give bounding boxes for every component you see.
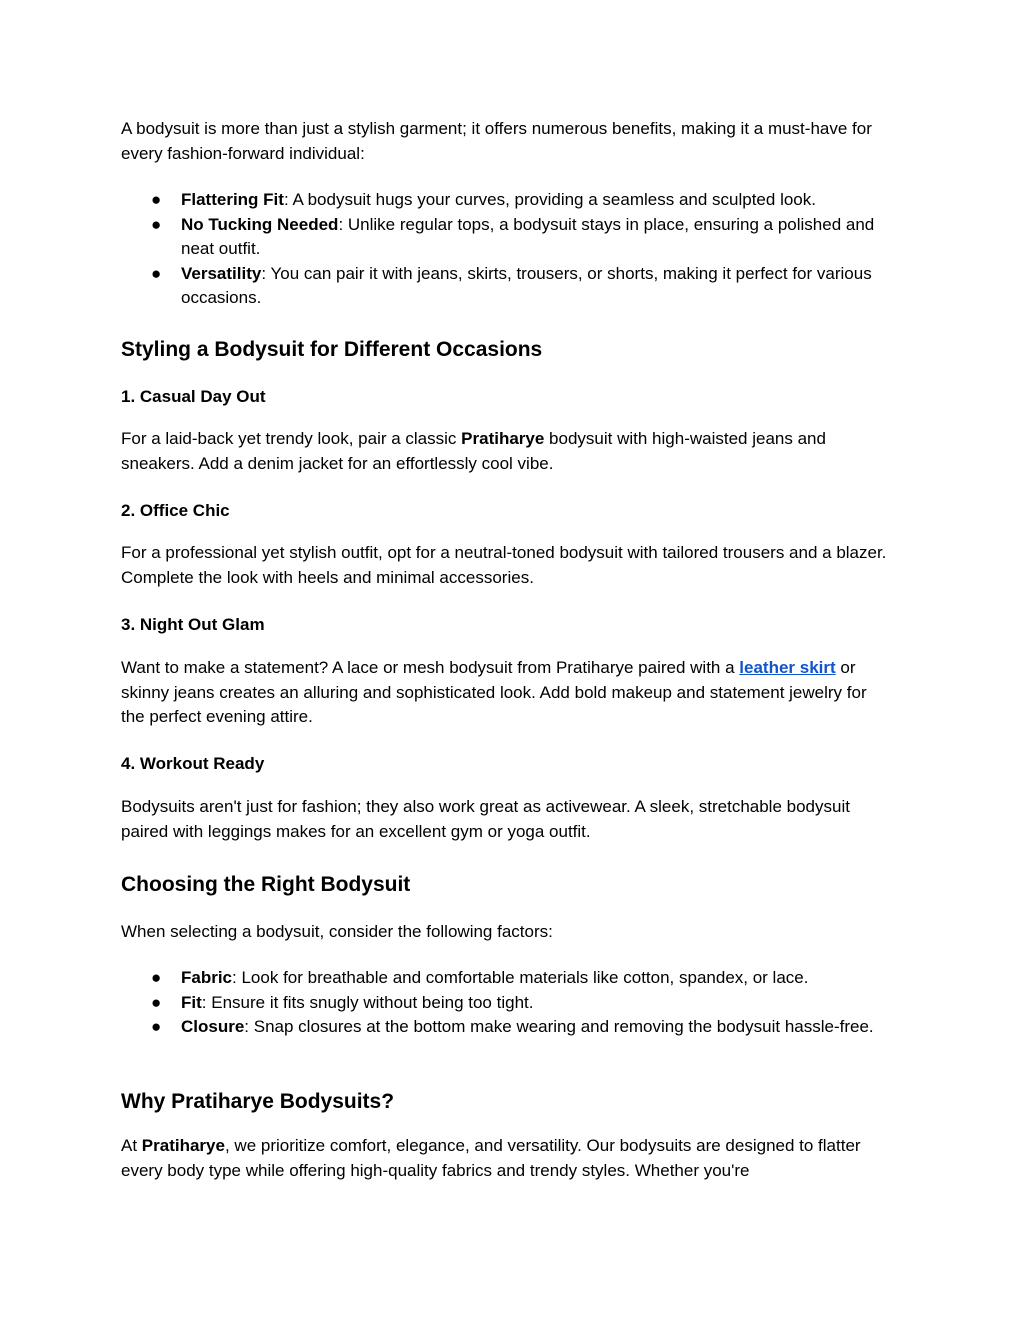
benefit-desc: : You can pair it with jeans, skirts, trousers, or shorts, making it perfect for various occasions. [181,263,872,307]
section-text-pre: Want to make a statement? A lace or mesh bodysuit from Pratiharye paired with a [121,658,740,677]
why-heading: Why Pratiharye Bodysuits? [121,1090,395,1113]
choosing-intro-text: When selecting a bodysuit, consider the following factors: [121,922,553,941]
benefit-desc: : Unlike regular tops, a bodysuit stays in place, ensuring a polished and neat outfit. [181,214,875,258]
section-text-post: bodysuit with high-waisted jeans and sneakers. Add a denim jacket for an effortlessly cool vibe. [121,429,826,473]
list-item [121,991,891,1016]
benefit-term: Flattering Fit [181,190,284,209]
bullet-icon: ● [151,263,162,283]
section-title-night: 3. Night Out Glam [121,615,265,634]
section-text-workout [121,795,891,844]
why-text-pre: At [121,1136,142,1155]
brand-name: Pratiharye [141,1136,225,1155]
factor-term: Closure [181,1017,245,1036]
bullet-icon: ● [151,214,162,234]
benefit-term: No Tucking Needed [181,214,339,234]
section-text-office [121,541,891,590]
section-title-workout: 4. Workout Ready [121,754,265,773]
leather-skirt-link[interactable]: leather skirt [739,658,836,677]
list-item [121,188,891,213]
list-item [121,1015,891,1040]
factor-desc: : Ensure it fits snugly without being too tight. [201,992,534,1012]
benefit-desc: : A bodysuit hugs your curves, providing a seamless and sculpted look. [283,190,816,209]
bullet-icon: ● [151,992,162,1012]
brand-name: Pratiharye [461,429,545,448]
benefit-term: Versatility [181,263,262,283]
intro-text: A bodysuit is more than just a stylish garment; it offers numerous benefits, making it a must-have for every fashion-forward individual: [121,119,872,163]
section-text-post: or skinny jeans creates an alluring and sophisticated look. Add bold makeup and statement jewelry for the perfect evening attire. [121,658,867,726]
choosing-heading: Choosing the Right Bodysuit [121,873,411,896]
benefits-list [121,188,891,311]
choosing-intro [121,920,891,945]
factor-term: Fabric [181,968,233,987]
section-title-casual: 1. Casual Day Out [121,387,266,406]
section-text: Bodysuits aren't just for fashion; they also work great as activewear. A sleek, stretchable bodysuit paired with leggings makes for an excellent gym or yoga outfit. [121,797,850,841]
factors-list [121,966,891,1040]
section-title-office: 2. Office Chic [121,501,230,520]
intro-paragraph [121,117,891,166]
section-text: For a professional yet stylish outfit, opt for a neutral-toned bodysuit with tailored trousers and a blazer. Complete the look with heels and minimal accessories. [121,543,887,587]
why-text-post: , we prioritize comfort, elegance, and versatility. Our bodysuits are designed to flatter every body type while offering high-quality fabrics and trendy styles. Whether you're [121,1136,861,1180]
factor-term: Fit [181,992,202,1012]
styling-heading: Styling a Bodysuit for Different Occasions [121,338,543,361]
list-item [121,213,891,262]
section-text-pre: For a laid-back yet trendy look, pair a classic [121,429,462,448]
bullet-icon: ● [151,190,162,209]
list-item [121,262,891,311]
factor-desc: : Look for breathable and comfortable materials like cotton, spandex, or lace. [232,968,809,987]
why-paragraph [121,1134,891,1183]
section-text-casual [121,427,891,476]
section-text-night [121,656,891,730]
bullet-icon: ● [151,968,162,987]
bullet-icon: ● [151,1017,162,1036]
list-item [121,966,891,991]
factor-desc: : Snap closures at the bottom make wearing and removing the bodysuit hassle-free. [244,1017,874,1036]
